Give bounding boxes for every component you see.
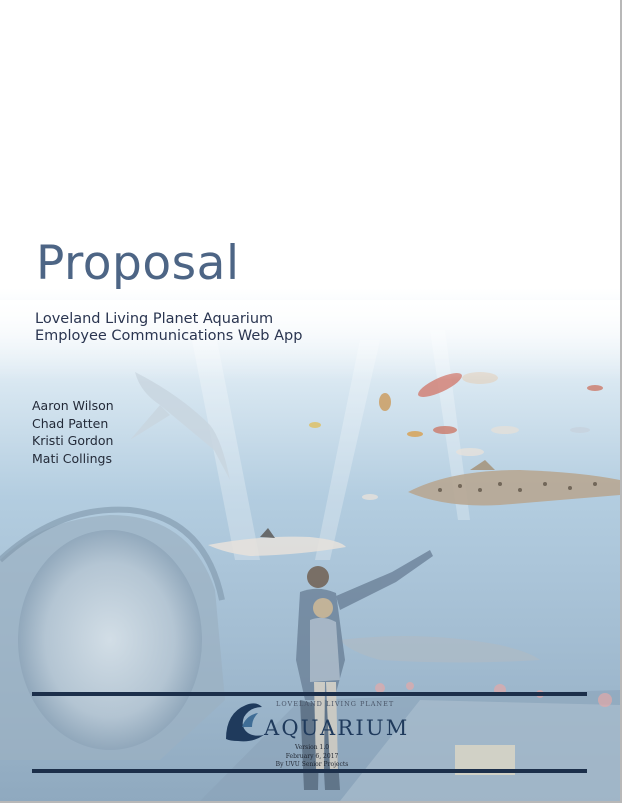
- divider-bottom: [32, 769, 587, 773]
- logo-wordmark: AQUARIUM: [264, 716, 410, 740]
- divider-top: [32, 692, 587, 696]
- author-name: Chad Patten: [32, 415, 109, 431]
- version-label: Version 1.0: [294, 744, 330, 751]
- author-list: [32, 397, 114, 467]
- subtitle-line: Employee Communications Web App: [35, 328, 303, 344]
- document-subtitle: [35, 311, 302, 345]
- author-name: Mati Collings: [32, 450, 112, 466]
- document-title: Proposal: [36, 236, 240, 291]
- logo-tagline: LOVELAND LIVING PLANET: [276, 700, 395, 708]
- document-meta: [262, 744, 362, 770]
- subtitle-line: Loveland Living Planet Aquarium: [35, 311, 274, 327]
- date-label: February 6, 2017: [285, 752, 339, 760]
- author-name: Aaron Wilson: [32, 398, 114, 413]
- author-org-label: By UVU Senior Projects: [275, 761, 349, 768]
- author-name: Kristi Gordon: [32, 433, 114, 448]
